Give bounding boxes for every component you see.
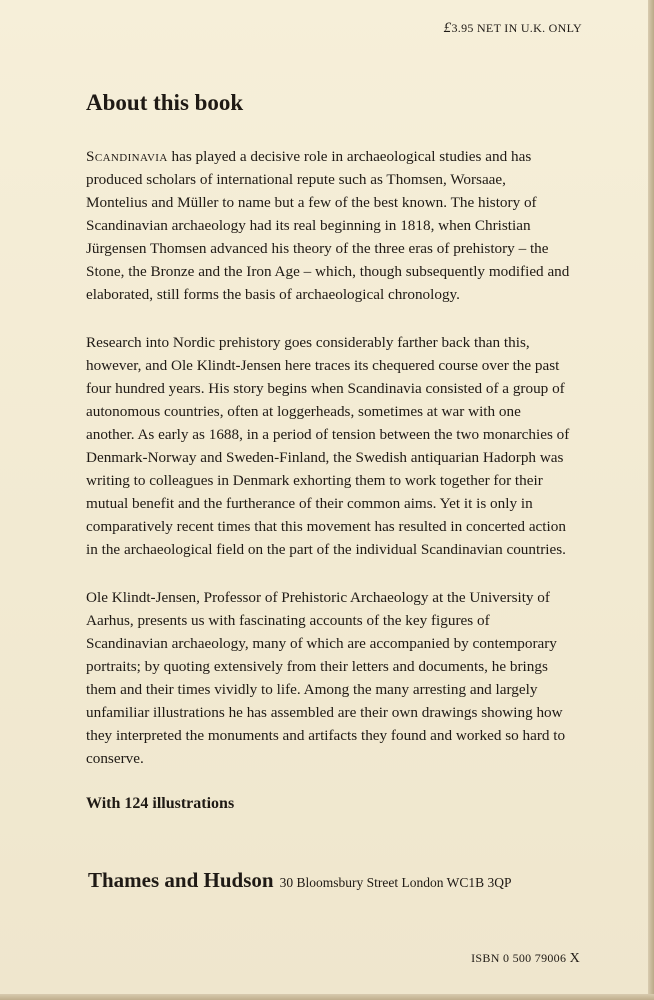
price-label — [444, 20, 582, 37]
cover-edge-right — [648, 0, 654, 1000]
isbn-number: ISBN 0 500 79006 — [471, 951, 567, 965]
publisher-line — [88, 868, 511, 893]
illustrations-note: With 124 illustrations — [86, 795, 235, 812]
cover-edge-bottom — [0, 994, 654, 1000]
page-title: About this book — [86, 90, 244, 115]
isbn-label — [471, 951, 580, 967]
blurb-paragraph-1 — [86, 145, 570, 306]
blurb-paragraph-2: Research into Nordic prehistory goes considerably farther back than this, however, and Ole Klindt-Jensen here traces its chequered course over the past four hundred years. His story begins when Scandinavia consisted of a group of autonomous countries, often at loggerheads, sometimes at war with one another. As early as 1688, in a period of tension between the two monarchies of Denmark-Norway and Sweden-Finland, the Swedish antiquarian Hadorph was writing to colleagues in Denmark exhorting them to work together for their mutual benefit and the furtherance of their common aims. Yet it is only in comparatively recent times that this movement has resulted in concerted action in the archaeological field on the part of the individual Scandinavian countries. — [86, 334, 570, 558]
price-text: 3.95 NET IN U.K. ONLY — [451, 21, 582, 35]
paragraph-1-text: has played a decisive role in archaeological studies and has produced scholars of international repute such as Thomsen, Worsaae, Montelius and Müller to name but a few of the best known. The history of Scandinavian archaeology had its real beginning in 1818, when Christian Jürgensen Thomsen advanced his theory of the three eras of prehistory – the Stone, the Bronze and the Iron Age – which, though subsequently modified and elaborated, still forms the basis of archaeological chronology. — [86, 148, 570, 303]
paragraph-lead-word: Scandinavia — [86, 148, 168, 165]
pound-symbol: £ — [443, 20, 452, 36]
publisher-name: Thames and Hudson — [88, 868, 274, 892]
isbn-check-digit: X — [569, 951, 580, 966]
blurb-paragraph-3: Ole Klindt-Jensen, Professor of Prehistoric Archaeology at the University of Aarhus, presents us with fascinating accounts of the key figures of Scandinavian archaeology, many of which are accompanied by contemporary portraits; by quoting extensively from their letters and documents, he brings them and their times vividly to life. Among the many arresting and largely unfamiliar illustrations he has assembled are their own drawings showing how they interpreted the monuments and artifacts they found and worked so hard to conserve. — [86, 589, 566, 767]
publisher-address: 30 Bloomsbury Street London WC1B 3QP — [279, 875, 512, 890]
blurb — [86, 145, 570, 813]
